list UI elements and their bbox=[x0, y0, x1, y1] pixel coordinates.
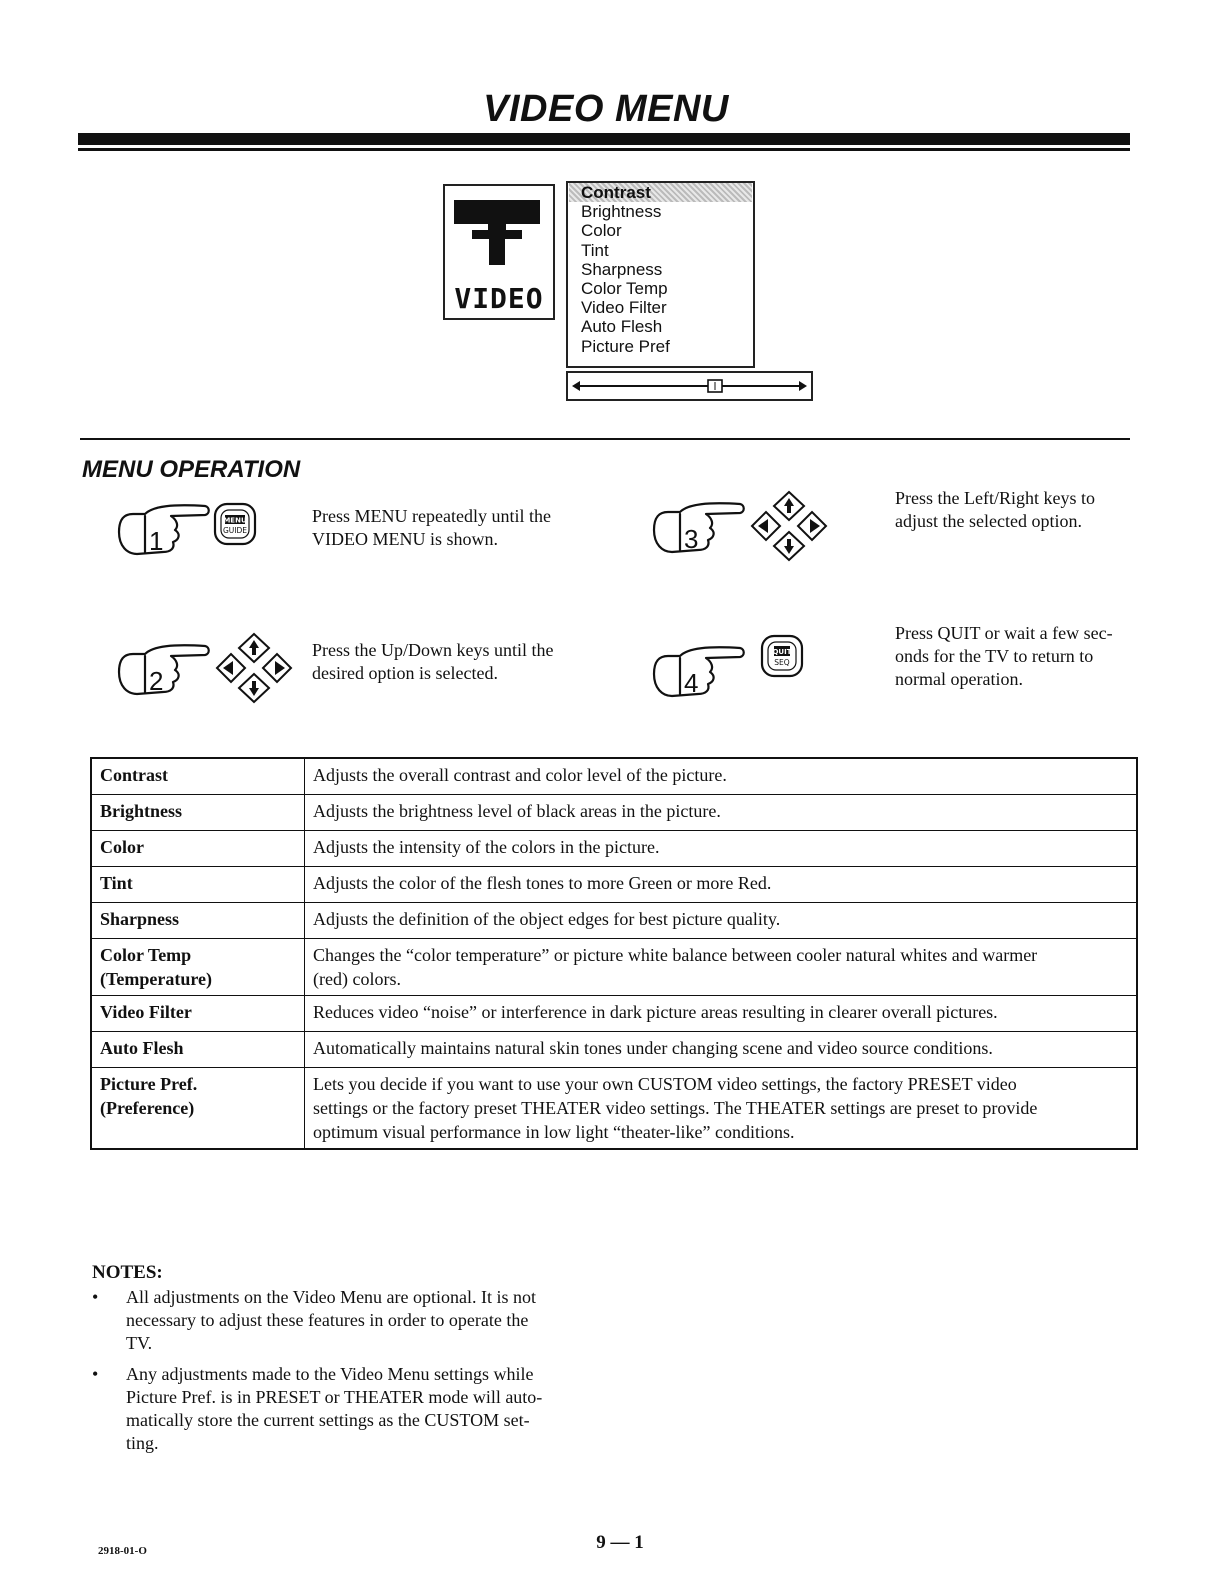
step-1-text: Press MENU repeatedly until the VIDEO MENU is shown. bbox=[312, 506, 551, 549]
notes-title: NOTES: bbox=[92, 1262, 163, 1283]
menu-item-picture-pref[interactable]: Picture Pref bbox=[581, 336, 670, 356]
menu-item-tint[interactable]: Tint bbox=[581, 240, 609, 260]
step-4-graphic bbox=[650, 632, 820, 717]
pointing-hand-icon bbox=[119, 505, 209, 554]
table-row: Brightness Adjusts the brightness level of black areas in the picture. bbox=[91, 794, 1137, 830]
page-title: VIDEO MENU bbox=[483, 88, 729, 130]
table-row: Picture Pref. (Preference) Lets you decide if you want to use your own CUSTOM video settings, the factory PRESET video settings or the factory preset THEATER video settings. The THEATER settings are preset to provide optimum visual performance in low light “theater-like” conditions. bbox=[91, 1067, 1137, 1149]
feature-table bbox=[90, 757, 1138, 1150]
menu-item-color-temp[interactable]: Color Temp bbox=[581, 279, 668, 299]
adjustment-slider[interactable] bbox=[566, 371, 813, 401]
arrow-keys-icon bbox=[217, 634, 291, 702]
pointing-hand-icon bbox=[654, 647, 744, 696]
list-item: • All adjustments on the Video Menu are optional. It is not necessary to adjust these features in order to operate the TV. bbox=[92, 1287, 537, 1353]
arrow-left-icon bbox=[572, 381, 580, 391]
camcorder-icon bbox=[454, 200, 540, 224]
table-row: Sharpness Adjusts the definition of the object edges for best picture quality. bbox=[91, 902, 1137, 938]
bullet-icon: • bbox=[92, 1287, 99, 1307]
pointing-hand-icon bbox=[654, 503, 744, 552]
svg-text:GUIDE: GUIDE bbox=[222, 526, 248, 535]
svg-text:MENU: MENU bbox=[223, 516, 247, 525]
step-1-graphic bbox=[115, 500, 275, 575]
svg-text:2: 2 bbox=[149, 666, 164, 696]
menu-item-brightness[interactable]: Brightness bbox=[581, 202, 662, 222]
section-rule bbox=[80, 438, 1130, 440]
video-menu-list bbox=[566, 181, 755, 368]
quit-seq-button-icon bbox=[762, 636, 802, 676]
table-row: Contrast Adjusts the overall contrast and color level of the picture. bbox=[91, 758, 1137, 794]
header-rule-thin bbox=[78, 148, 1130, 151]
menu-item-sharpness[interactable]: Sharpness bbox=[581, 259, 663, 279]
table-row: Video Filter Reduces video “noise” or interference in dark picture areas resulting in clearer overall pictures. bbox=[91, 995, 1137, 1031]
arrow-keys-icon bbox=[752, 492, 826, 560]
step-2-text: Press the Up/Down keys until the desired option is selected. bbox=[312, 640, 554, 683]
header-rule-thick bbox=[78, 133, 1130, 145]
bullet-icon: • bbox=[92, 1364, 99, 1384]
step-number: 1 bbox=[149, 526, 164, 556]
menu-item-video-filter[interactable]: Video Filter bbox=[581, 298, 667, 318]
svg-text:QUIT: QUIT bbox=[772, 648, 792, 656]
svg-text:3: 3 bbox=[684, 524, 699, 554]
step-2-graphic bbox=[115, 630, 305, 715]
svg-text:SEQ: SEQ bbox=[774, 658, 790, 667]
table-row: Auto Flesh Automatically maintains natural skin tones under changing scene and video source conditions. bbox=[91, 1031, 1137, 1067]
document-code: 2918-01-O bbox=[98, 1545, 147, 1557]
section-title: MENU OPERATION bbox=[82, 456, 301, 483]
list-item: • Any adjustments made to the Video Menu settings while Picture Pref. is in PRESET or THEATER mode will auto- matically store the current settings as the CUSTOM set- ting. bbox=[92, 1364, 543, 1453]
table-row: Color Temp (Temperature) Changes the “color temperature” or picture white balance between cooler natural whites and warmer (red) colors. bbox=[91, 938, 1137, 995]
menu-guide-button-icon bbox=[215, 504, 255, 544]
step-4-text: Press QUIT or wait a few sec- onds for the TV to return to normal operation. bbox=[895, 623, 1113, 689]
pointing-hand-icon bbox=[119, 645, 209, 694]
video-menu-icon bbox=[443, 184, 555, 320]
table-row: Tint Adjusts the color of the flesh tones to more Green or more Red. bbox=[91, 866, 1137, 902]
arrow-right-icon bbox=[799, 381, 807, 391]
step-3-graphic bbox=[650, 488, 840, 573]
notes-list bbox=[92, 1286, 592, 1463]
menu-item-contrast[interactable]: Contrast bbox=[569, 183, 752, 202]
step-3-text: Press the Left/Right keys to adjust the selected option. bbox=[895, 488, 1095, 531]
page-number: 9 — 1 bbox=[596, 1532, 644, 1553]
menu-item-color[interactable]: Color bbox=[581, 221, 622, 241]
table-row: Color Adjusts the intensity of the colors in the picture. bbox=[91, 830, 1137, 866]
svg-text:4: 4 bbox=[684, 668, 699, 698]
video-icon-label: VIDEO bbox=[454, 282, 544, 315]
menu-item-auto-flesh[interactable]: Auto Flesh bbox=[581, 317, 663, 337]
